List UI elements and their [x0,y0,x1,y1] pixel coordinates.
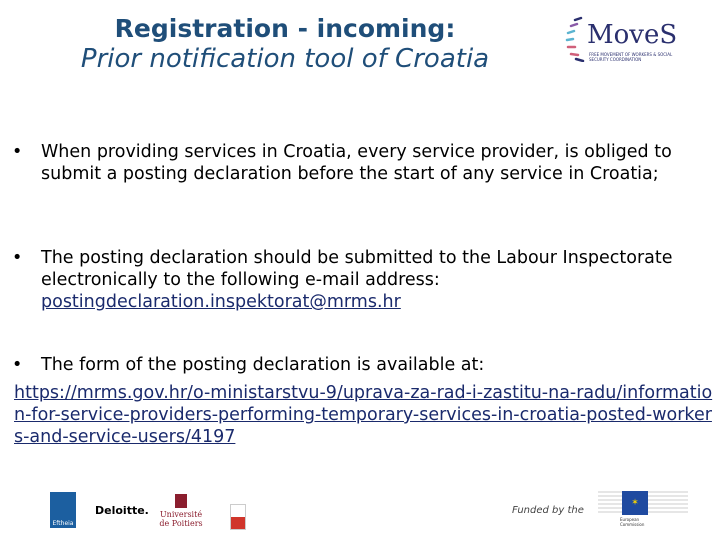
deloitte-logo: Deloitte. [95,504,149,517]
bullet-text: When providing services in Croatia, every service provider, is obliged to submit a posting declaration before the start of any service in Croatia; [41,142,672,184]
slide-title [40,14,530,74]
title-line-2: Prior notification tool of Croatia [80,44,490,74]
eftheia-logo: Eftheia [50,492,76,528]
bullet-dot: • [12,355,23,375]
title-line-1: Registration - incoming: [114,14,456,43]
email-link[interactable]: postingdeclaration.inspektorat@mrms.hr [41,292,401,312]
poitiers-logo: Université de Poitiers [155,494,207,528]
bullet-1 [12,141,691,185]
form-url-link[interactable]: https://mrms.gov.hr/o-ministarstvu-9/uprava-za-rad-i-zastitu-na-radu/information-for-service-providers-performing-temporary-services-in-croatia-posted-workers-and-service-users/4197 [14,383,713,447]
moves-logo-text: MoveS [587,20,678,50]
moves-swirl-icon [565,16,587,62]
bullet-dot: • [12,248,23,268]
eu-commission-logo: ✶ European Commission [598,483,688,533]
bullet-dot: • [12,142,23,162]
bullet-2 [12,247,691,313]
malta-logo [230,504,246,530]
bullet-3 [12,354,691,376]
moves-logo [565,14,685,66]
eu-flag-icon: ✶ [622,491,648,515]
bullet-text: The form of the posting declaration is available at: [41,355,485,375]
funded-by-text: Funded by the [512,505,584,516]
moves-logo-subtitle: FREE MOVEMENT OF WORKERS & SOCIAL SECURITY COORDINATION [589,52,673,62]
bullet-text: The posting declaration should be submitted to the Labour Inspectorate electronically to the following e-mail address: [41,248,673,290]
